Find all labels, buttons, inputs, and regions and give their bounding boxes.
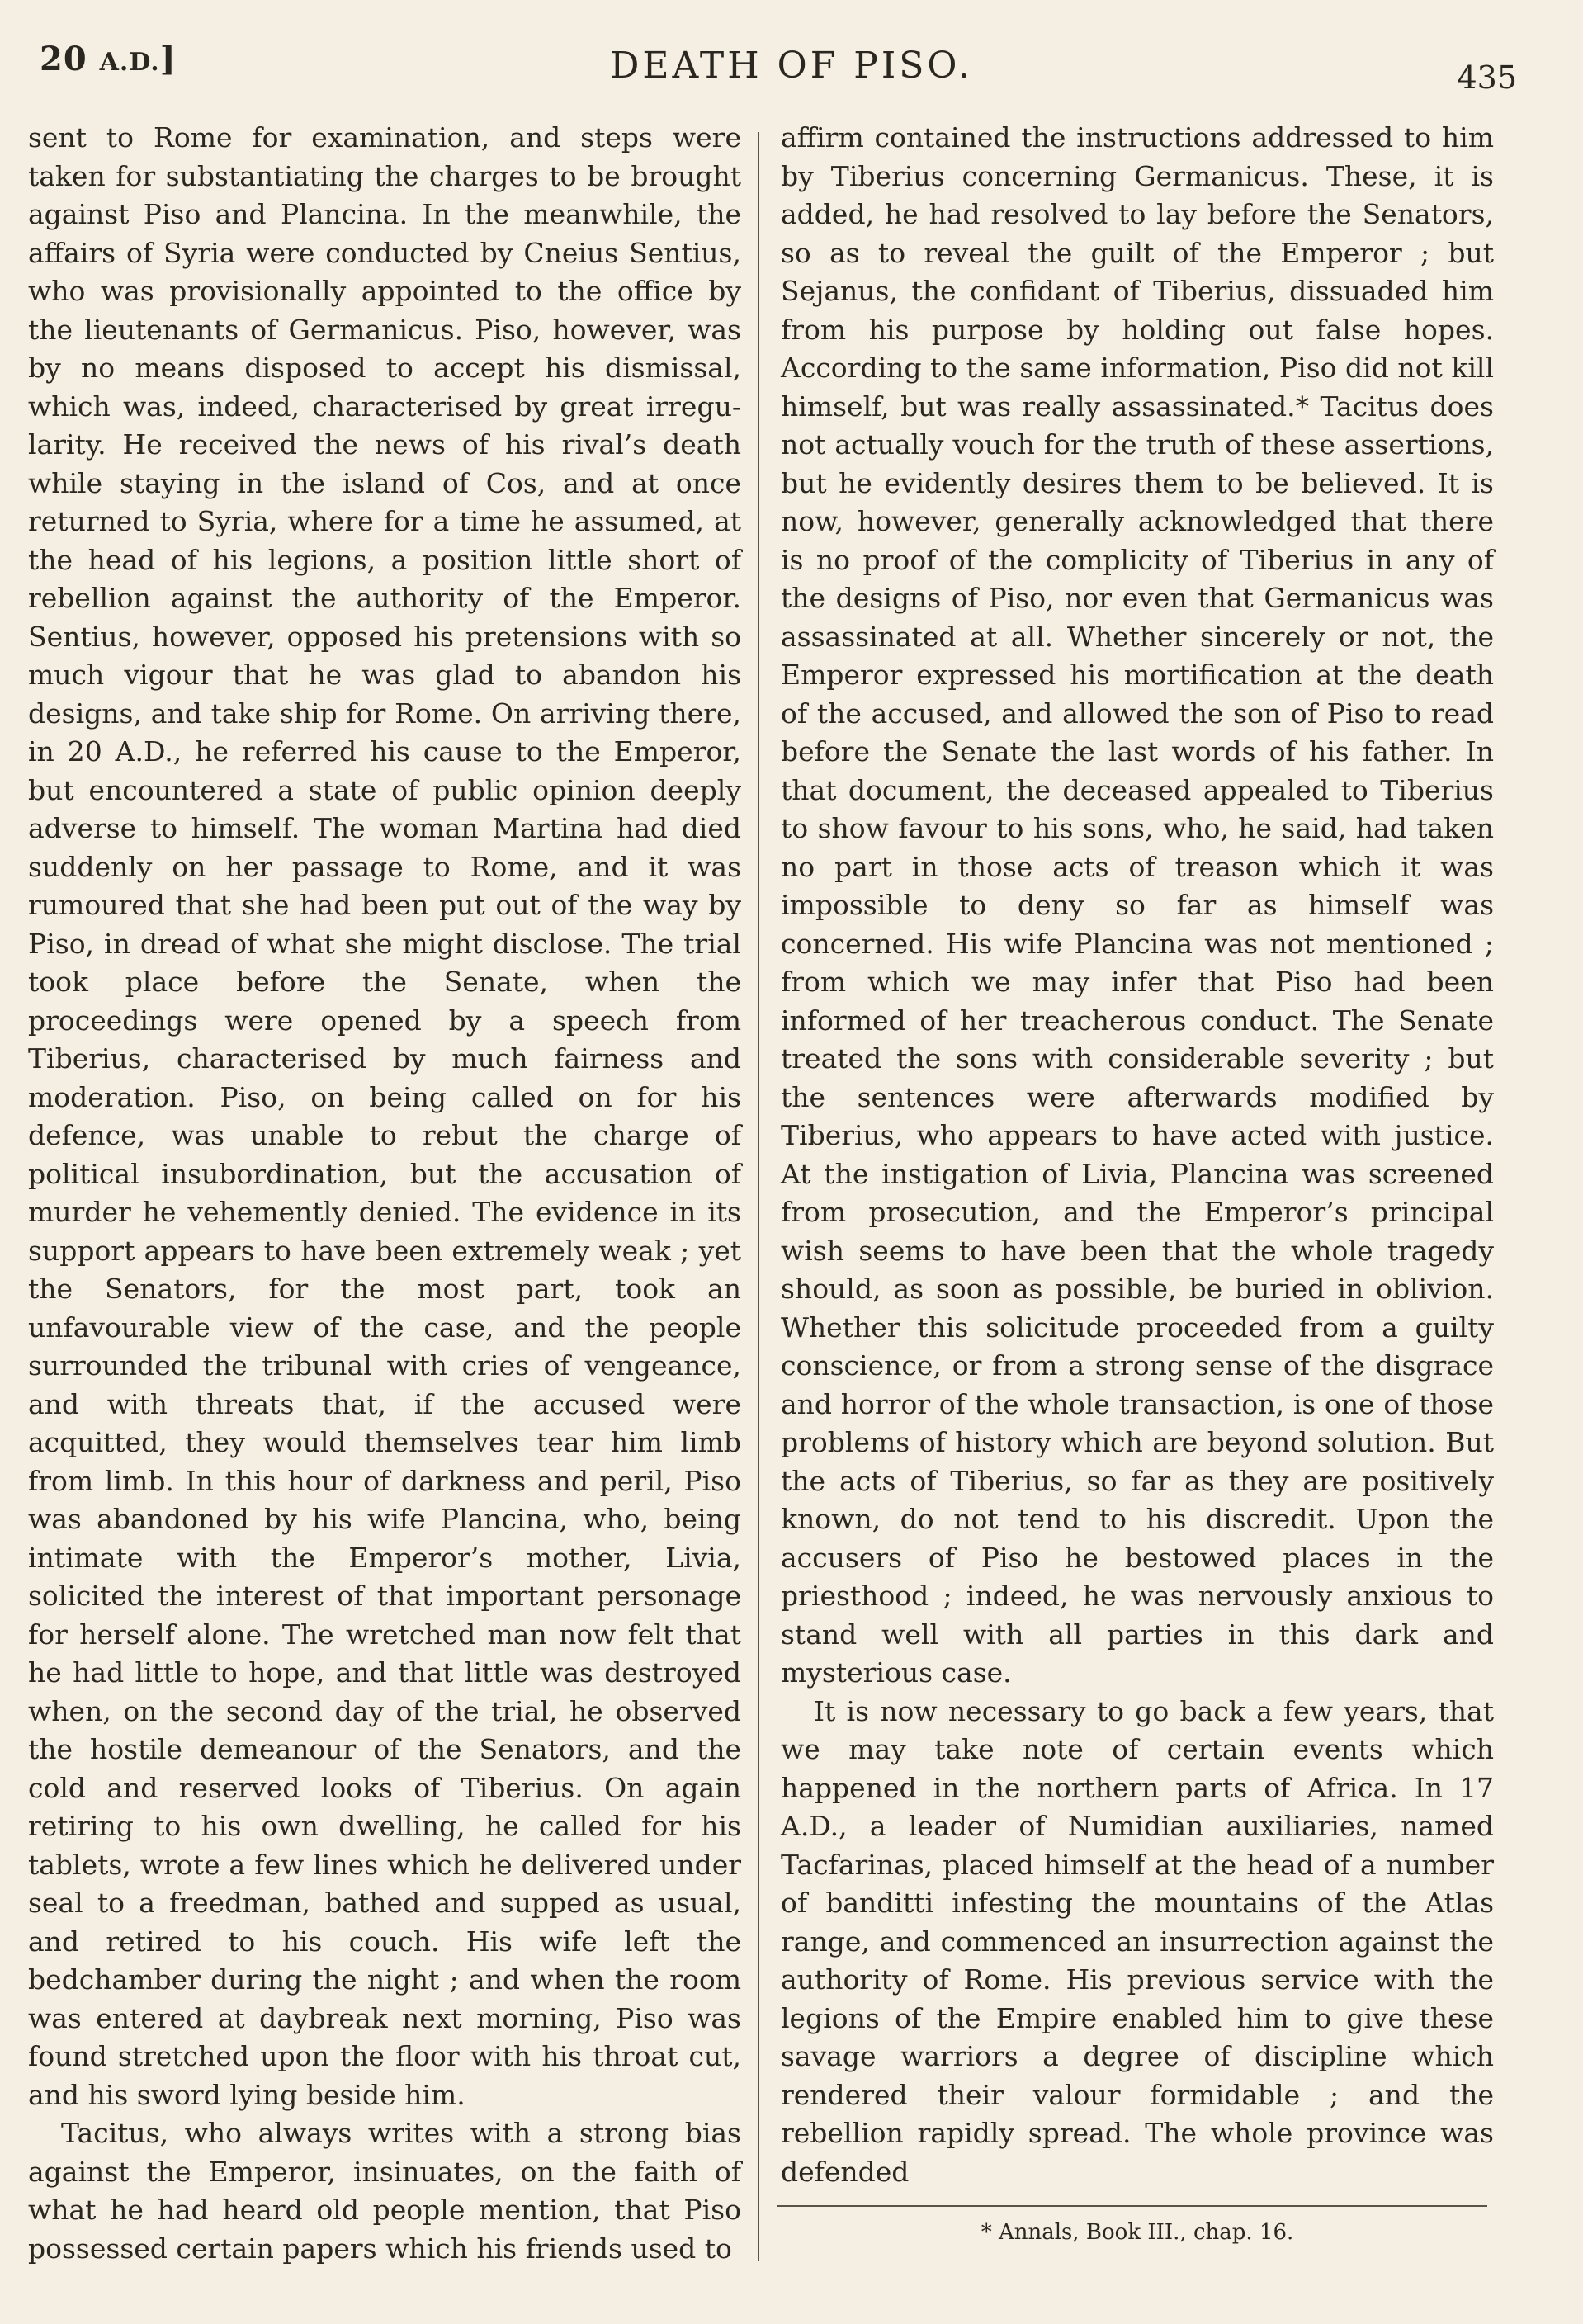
right-column [781,119,1494,2191]
page-number: 435 [1457,59,1517,96]
left-column [28,119,741,2268]
header-era: A.D. [99,48,160,77]
column-divider [758,132,759,2261]
footnote-rule [777,2205,1487,2207]
paragraph: Tacitus, who always writes with a strong bias against the Emperor, insinuates, on the faith of what he had heard old people mention, that Piso possessed certain papers which his friends used to [28,2117,741,2265]
paragraph: affirm contained the instructions addressed to him by Tiberius concerning Germanicus. These, it is added, he had resolved to lay before the Senators, so as to reveal the guilt of the Emperor ; but Sejanus, the confidant of Tiberius, dissuaded him from his purpose by holding out false hopes. According to the same information, Piso did not kill himself, but was really assassinated.* Tacitus does not actually vouch for the truth of these assertions, but he evidently desires them to be believed. It is now, however, generally acknowledged that there is no proof of the complicity of Tiberius in any of the designs of Piso, nor even that Germanicus was assassinated at all. Whether sincerely or not, the Emperor expressed his mortification at the death of the accused, and allowed the son of Piso to read before the Senate the last words of his father. In that document, the deceased appealed to Tiberius to show favour to his sons, who, he said, had taken no part in those acts of treason which it was impossible to deny so far as himself was concerned. His wife Plancina was not mentioned ; from which we may infer that Piso had been informed of her treacherous conduct. The Senate treated the sons with considerable severity ; but the sentences were afterwards modified by Tiberius, who appears to have acted with justice. At the instigation of Livia, Plancina was screened from prosecution, and the Emperor’s principal wish seems to have been that the whole tragedy should, as soon as possible, be buried in oblivion. Whether this solicitude proceeded from a guilty conscience, or from a strong sense of the disgrace and horror of the whole transaction, is one of those problems of history which are beyond solution. But the acts of Tiberius, so far as they are positively known, do not tend to his discredit. Upon the accusers of Piso he bestowed places in the priesthood ; indeed, he was nervously anxious to stand well with all parties in this dark and mysterious case. [781,121,1494,1689]
paragraph: sent to Rome for examination, and steps were taken for substantiating the charges to be brought against Piso and Plancina. In the meanwhile, the affairs of Syria were conducted by Cneius Sentius, who was provisionally appointed to the office by the lieutenants of Germanicus. Piso, however, was by no means disposed to accept his dismissal, which was, indeed, characterised by great irregularity. He received the news of his rival’s death while staying in the island of Cos, and at once returned to Syria, where for a time he assumed, at the head of his legions, a position little short of rebellion against the authority of the Emperor. Sentius, however, opposed his pretensions with so much vigour that he was glad to abandon his designs, and take ship for Rome. On arriving there, in 20 A.D., he referred his cause to the Emperor, but encountered a state of public opinion deeply adverse to himself. The woman Martina had died suddenly on her passage to Rome, and it was rumoured that she had been put out of the way by Piso, in dread of what she might disclose. The trial took place before the Senate, when the proceedings were opened by a speech from Tiberius, characterised by much fairness and moderation. Piso, on being called on for his defence, was unable to rebut the charge of political insubordination, but the accusation of murder he vehemently denied. The evidence in its support appears to have been extremely weak ; yet the Senators, for the most part, took an unfavourable view of the case, and the people surrounded the tribunal with cries of vengeance, and with threats that, if the accused were acquitted, they would themselves tear him limb from limb. In this hour of darkness and peril, Piso was abandoned by his wife Plancina, who, being intimate with the Emperor’s mother, Livia, solicited the interest of that important personage for herself alone. The wretched man now felt that he had little to hope, and that little was destroyed when, on the second day of the trial, he observed the hostile demeanour of the Senators, and the cold and reserved looks of Tiberius. On again retiring to his own dwelling, he called for his tablets, wrote a few lines which he delivered under seal to a freedman, bathed and supped as usual, and retired to his couch. His wife left the bedchamber during the night ; and when the room was entered at daybreak next morning, Piso was found stretched upon the floor with his throat cut, and his sword lying beside him. [28,121,741,2111]
paragraph: It is now necessary to go back a few years, that we may take note of certain events which happened in the northern parts of Africa. In 17 A.D., a leader of Numidian auxiliaries, named Tacfarinas, placed himself at the head of a number of banditti infesting the mountains of the Atlas range, and commenced an insurrection against the authority of Rome. His previous service with the legions of the Empire enabled him to give these savage warriors a degree of discipline which rendered their valour formidable ; and the rebellion rapidly spread. The whole province was defended [781,1694,1494,2188]
header-year: 20 [40,40,87,78]
page-title: DEATH OF PISO. [610,45,973,87]
footnote: * Annals, Book III., chap. 16. [981,2220,1294,2245]
header-bracket: ] [159,40,177,78]
running-header [0,40,1583,97]
